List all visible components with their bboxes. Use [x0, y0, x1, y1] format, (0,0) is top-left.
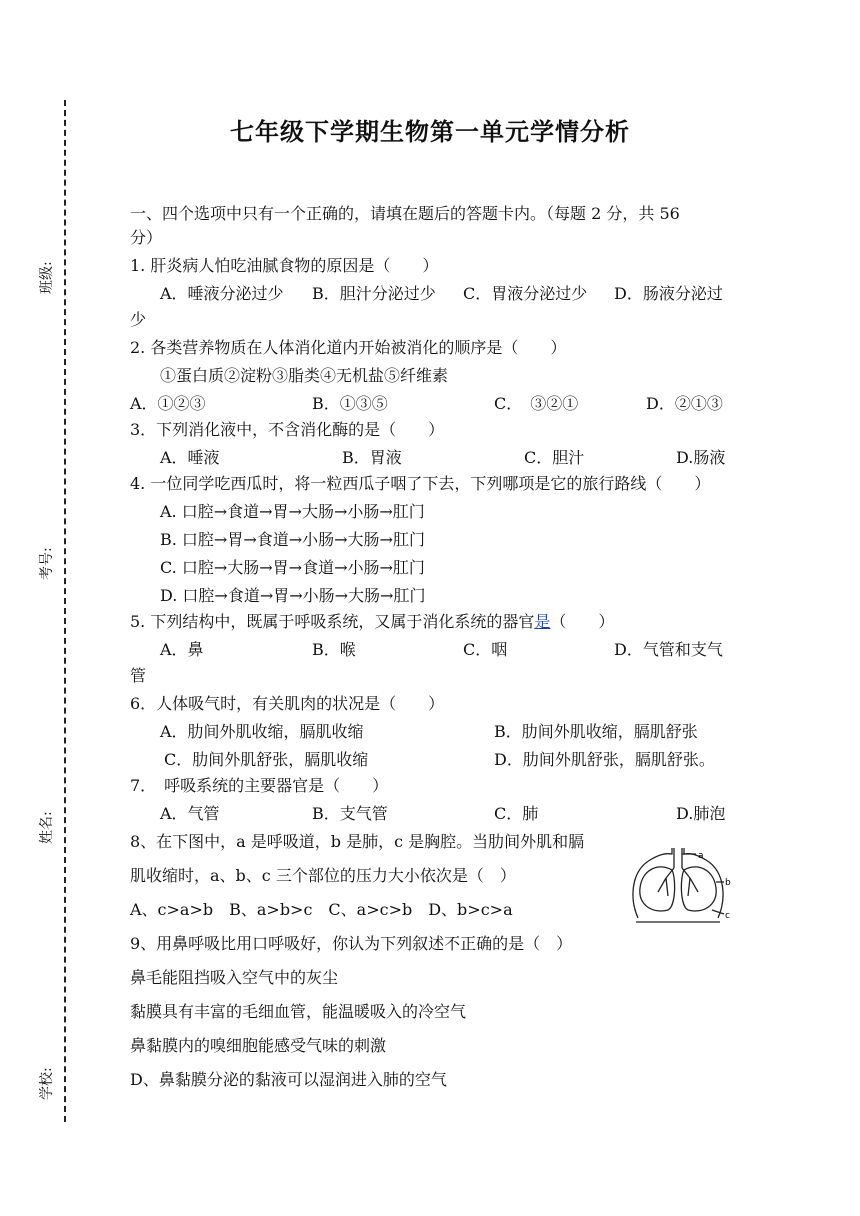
q6-option-c: C．肋间外肌舒张，膈肌收缩	[164, 750, 369, 769]
side-label-class: 班级:	[39, 261, 55, 294]
q2-stem: 2. 各类营养物质在人体消化道内开始被消化的顺序是（ ）	[130, 338, 567, 357]
q4-option-a: A. 口腔→食道→胃→大肠→小肠→肛门	[160, 502, 425, 521]
section-instruction: 一、四个选项中只有一个正确的，请填在题后的答题卡内。（每题 2 分，共 56	[130, 204, 680, 223]
binding-line	[64, 100, 66, 1122]
q3-stem: 3．下列消化液中，不含消化酶的是（ ）	[130, 420, 445, 439]
q7-option-c: C．肺	[494, 804, 539, 823]
q6-option-d: D．肋间外肌舒张，膈肌舒张。	[494, 750, 715, 769]
q1-option-d: D．肠液分泌过	[614, 284, 723, 303]
q6-stem: 6．人体吸气时，有关肌肉的状况是（ ）	[130, 694, 445, 713]
q1-option-c: C．胃液分泌过少	[463, 284, 588, 303]
q1-option-d-wrap: 少	[130, 310, 147, 329]
q8-stem-wrap: 肌收缩时，a、b、c 三个部位的压力大小依次是（ ）	[130, 866, 516, 885]
q3-option-a: A．唾液	[160, 448, 220, 467]
q2-option-c: C． ③②①	[494, 394, 579, 413]
section-instruction-wrap: 分）	[130, 228, 163, 247]
q3-option-b: B．胃液	[342, 448, 402, 467]
q9-option-c: 鼻黏膜内的嗅细胞能感受气味的刺激	[130, 1036, 387, 1055]
q8-options: A、c>a>b B、a>b>c C、a>c>b D、b>c>a	[130, 900, 513, 919]
q5-option-d: D．气管和支气	[614, 640, 723, 659]
q5-stem	[130, 612, 614, 632]
q3-option-c: C．胆汁	[524, 448, 585, 467]
q5-option-d-wrap: 管	[130, 666, 147, 685]
diagram-label-b: b	[725, 878, 731, 888]
q9-option-a: 鼻毛能阻挡吸入空气中的灰尘	[130, 968, 339, 987]
q3-option-d: D.肠液	[676, 448, 726, 467]
q2-items: ①蛋白质②淀粉③脂类④无机盐⑤纤维素	[160, 366, 449, 385]
q5-option-c: C．咽	[463, 640, 508, 659]
chest-lung-diagram	[628, 848, 734, 924]
q8-stem: 8、在下图中，a 是呼吸道，b 是肺，c 是胸腔。当肋间外肌和膈	[130, 832, 585, 851]
q2-option-b: B．①③⑤	[312, 394, 388, 413]
q1-option-a: A．唾液分泌过少	[160, 284, 284, 303]
q5-option-a: A．鼻	[160, 640, 204, 659]
q5-stem-end: （ ）	[550, 612, 615, 631]
q4-stem: 4. 一位同学吃西瓜时，将一粒西瓜子咽了下去，下列哪项是它的旅行路线（ ）	[130, 474, 711, 493]
diagram-label-c: c	[725, 911, 730, 921]
side-label-name: 姓名:	[39, 811, 55, 844]
q2-option-a: A．①②③	[130, 394, 206, 413]
side-label-school: 学校:	[39, 1067, 55, 1100]
q7-option-b: B．支气管	[312, 804, 388, 823]
q4-option-c: C. 口腔→大肠→胃→食道→小肠→肛门	[160, 558, 425, 577]
q1-stem: 1. 肝炎病人怕吃油腻食物的原因是（ ）	[130, 256, 439, 275]
page-title: 七年级下学期生物第一单元学情分析	[230, 117, 630, 146]
diagram-label-a: a	[698, 851, 704, 861]
q6-option-b: B．肋间外肌收缩，膈肌舒张	[494, 722, 698, 741]
q7-option-a: A．气管	[160, 804, 220, 823]
q6-option-a: A．肋间外肌收缩，膈肌收缩	[160, 722, 364, 741]
q9-option-d: D、鼻黏膜分泌的黏液可以湿润进入肺的空气	[130, 1070, 447, 1089]
q7-option-d: D.肺泡	[676, 804, 726, 823]
q7-stem: 7． 呼吸系统的主要器官是（ ）	[130, 776, 389, 795]
q2-option-d: D．②①③	[646, 394, 723, 413]
q1-option-b: B．胆汁分泌过少	[312, 284, 436, 303]
q9-option-b: 黏膜具有丰富的毛细血管，能温暖吸入的冷空气	[130, 1002, 467, 1021]
q5-option-b: B．喉	[312, 640, 356, 659]
q5-stem-link[interactable]: 是	[534, 612, 551, 631]
q9-stem: 9、用鼻呼吸比用口呼吸好，你认为下列叙述不正确的是（ ）	[130, 934, 573, 953]
side-label-exam-no: 考号:	[39, 547, 55, 580]
q4-option-d: D. 口腔→食道→胃→小肠→大肠→肛门	[160, 586, 426, 605]
q5-stem-text: 5. 下列结构中，既属于呼吸系统，又属于消化系统的器官	[130, 612, 535, 631]
q4-option-b: B. 口腔→胃→食道→小肠→大肠→肛门	[160, 530, 425, 549]
